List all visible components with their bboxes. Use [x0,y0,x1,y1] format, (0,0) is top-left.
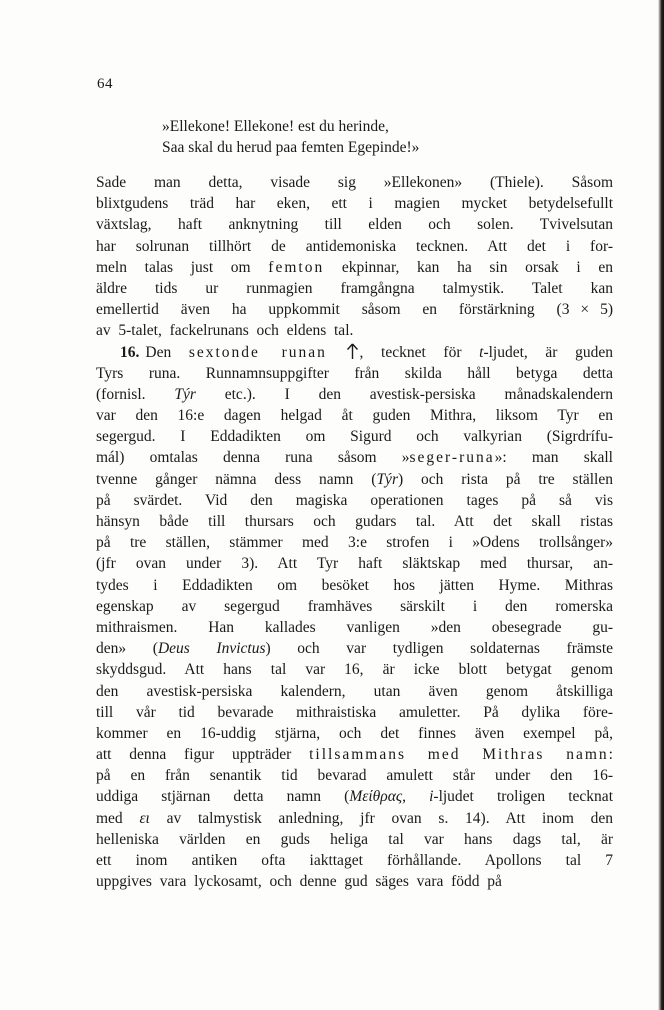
text-run: den avestisk-persiska kalendern, utan även genom åtskilliga [96,682,613,700]
text-run: till vår tid bevarade mithraistiska amuletter. På dylika före- [96,703,613,721]
text-line [96,638,613,659]
text-run: växtslag, haft anknytning till elden och solen. Tvivelsutan [96,216,613,234]
text-run: meln talas just om [96,258,269,276]
tyr-rune-icon [346,343,359,360]
text-run: segergud. I Eddadikten om Sigurd och valkyrian (Sigrdrífu- [96,428,613,446]
italic-term: Týr [376,470,398,488]
text-line [96,829,613,850]
text-line [96,681,613,702]
text-line [96,236,613,257]
text-line [96,871,613,892]
text-run: skyddsgud. Att hans tal var 16, är icke blott betygat genom [96,661,613,679]
text-run: kommer en 16-uddig stjärna, och det finnes även exempel på, [96,724,613,742]
page-number: 64 [97,76,113,92]
text-run: på en från senantik tid bevarad amulett står under den 16- [96,767,613,785]
text-run: Den [145,343,189,361]
text-run: har solrunan tillhört de antidemoniska tecknen. Att det i for- [96,237,613,255]
spaced-emphasis: femton [268,258,325,276]
text-run: på svärdet. Vid den magiska operationen tages på så vis [96,491,613,509]
text-line [96,617,613,638]
text-line [96,257,613,278]
text-line [96,786,613,807]
text-line [96,320,613,341]
text-run: ) och rista på tre ställen [397,470,613,488]
text-line [96,447,613,468]
text-run: emellertid även ha uppkommit såsom en förstärkning (3 × 5) [96,301,613,319]
text-run: den» ( [96,640,158,658]
text-run: äldre tids ur runmagien framgångna talmystik. Talet kan [96,279,613,297]
text-run: blixtgudens träd har eken, ett i magien mycket betydelsefullt [96,195,613,213]
italic-term: ει [139,809,150,827]
spaced-emphasis: seger-runa [409,449,495,467]
text-line [96,575,613,596]
text-line [96,850,613,871]
text-run: -ljudet troligen tecknat [433,788,613,806]
text-run: på tre ställen, stämmer med 3:e strofen i »Odens trollsånger» [96,534,613,552]
text-run: av 5-talet, fackelrunans och eldens tal. [96,322,354,340]
text-run: ) och var tydligen soldaternas främste [265,640,614,658]
text-run: (fornisl. [96,385,175,403]
text-run: av talmystisk anledning, jfr ovan s. 14). Att inom den [149,809,614,827]
text-run: ett inom antiken ofta iakttaget förhållande. Apollons tal 7 [96,852,613,869]
text-line [96,723,613,744]
text-run: egenskap av segergud framhäves särskilt i den romerska [96,597,613,615]
text-run: -ljudet, är guden [483,343,613,361]
page-edge-shadow [658,0,664,1010]
text-line [96,490,613,511]
text-run: (jfr ovan under 3). Att Tyr haft släktskap med thursar, an- [96,555,613,573]
text-line [96,532,613,553]
text-line [96,511,613,532]
section-number: 16. [120,343,140,361]
text-run: , tecknet för [359,343,480,361]
text-run: Tyrs runa. Runnamnsuppgifter från skilda håll betyga detta [96,364,613,382]
verse-quote [162,116,419,158]
body-text [96,172,613,892]
text-run: ekpinnar, kan ha sin orsak i en [324,258,613,276]
text-run: Sade man detta, visade sig »Ellekonen» (Thiele). Såsom [96,174,613,191]
text-run [327,344,345,361]
verse-line: »Ellekone! Ellekone! est du herinde, [162,118,389,135]
paragraph-sextonde-runan [96,342,613,893]
text-run: att denna figur uppträder [96,746,310,764]
text-line [96,596,613,617]
text-line [96,808,613,829]
text-run: , [402,788,430,806]
text-run: : [608,746,613,764]
spaced-emphasis: tillsammans med Mithras namn [309,746,609,764]
text-line [96,342,613,363]
text-line [96,553,613,574]
text-run: tvenne gånger nämna dess namn ( [96,470,377,488]
text-run: uddiga stjärnan detta namn ( [96,788,350,806]
text-line [96,299,613,320]
text-run: mithraismen. Han kallades vanligen »den obesegrade gu- [96,618,613,636]
text-line [96,426,613,447]
text-run: etc.). I den avestisk-persiska månadskalendern [195,385,613,403]
text-line [96,702,613,723]
italic-term: t [479,343,484,361]
text-run: mál) omtalas denna runa såsom » [96,449,410,467]
italic-term: i [429,788,434,806]
text-line [96,659,613,680]
text-run: »: man skall [494,449,613,467]
text-run: med [96,809,140,827]
text-line [96,405,613,426]
text-line [96,744,613,765]
text-run: tydes i Eddadikten om besöket hos jätten Hyme. Mithras [96,576,613,594]
text-run: uppgives vara lyckosamt, och denne gud säges vara född på [96,873,502,891]
text-line [96,384,613,405]
text-line [96,214,613,235]
text-line [96,172,613,193]
text-line [96,469,613,490]
italic-term: Deus Invictus [157,640,266,658]
text-run: hänsyn både till thursars och gudars tal. Att det skall ristas [96,513,613,530]
spaced-emphasis: sextonde runan [188,343,327,361]
text-run: helleniska världen en guds heliga tal var hans dags tal, är [96,830,613,848]
verse-line: Saa skal du herud paa femten Egepinde!» [162,139,420,156]
text-line [96,363,613,384]
text-line [96,278,613,299]
text-line [96,193,613,214]
text-line [96,765,613,786]
italic-term: Μείθρας [349,788,403,806]
text-run: var den 16:e dagen helgad åt guden Mithra, liksom Tyr en [96,407,613,425]
italic-term: Týr [174,385,196,403]
paragraph-femton [96,172,613,342]
